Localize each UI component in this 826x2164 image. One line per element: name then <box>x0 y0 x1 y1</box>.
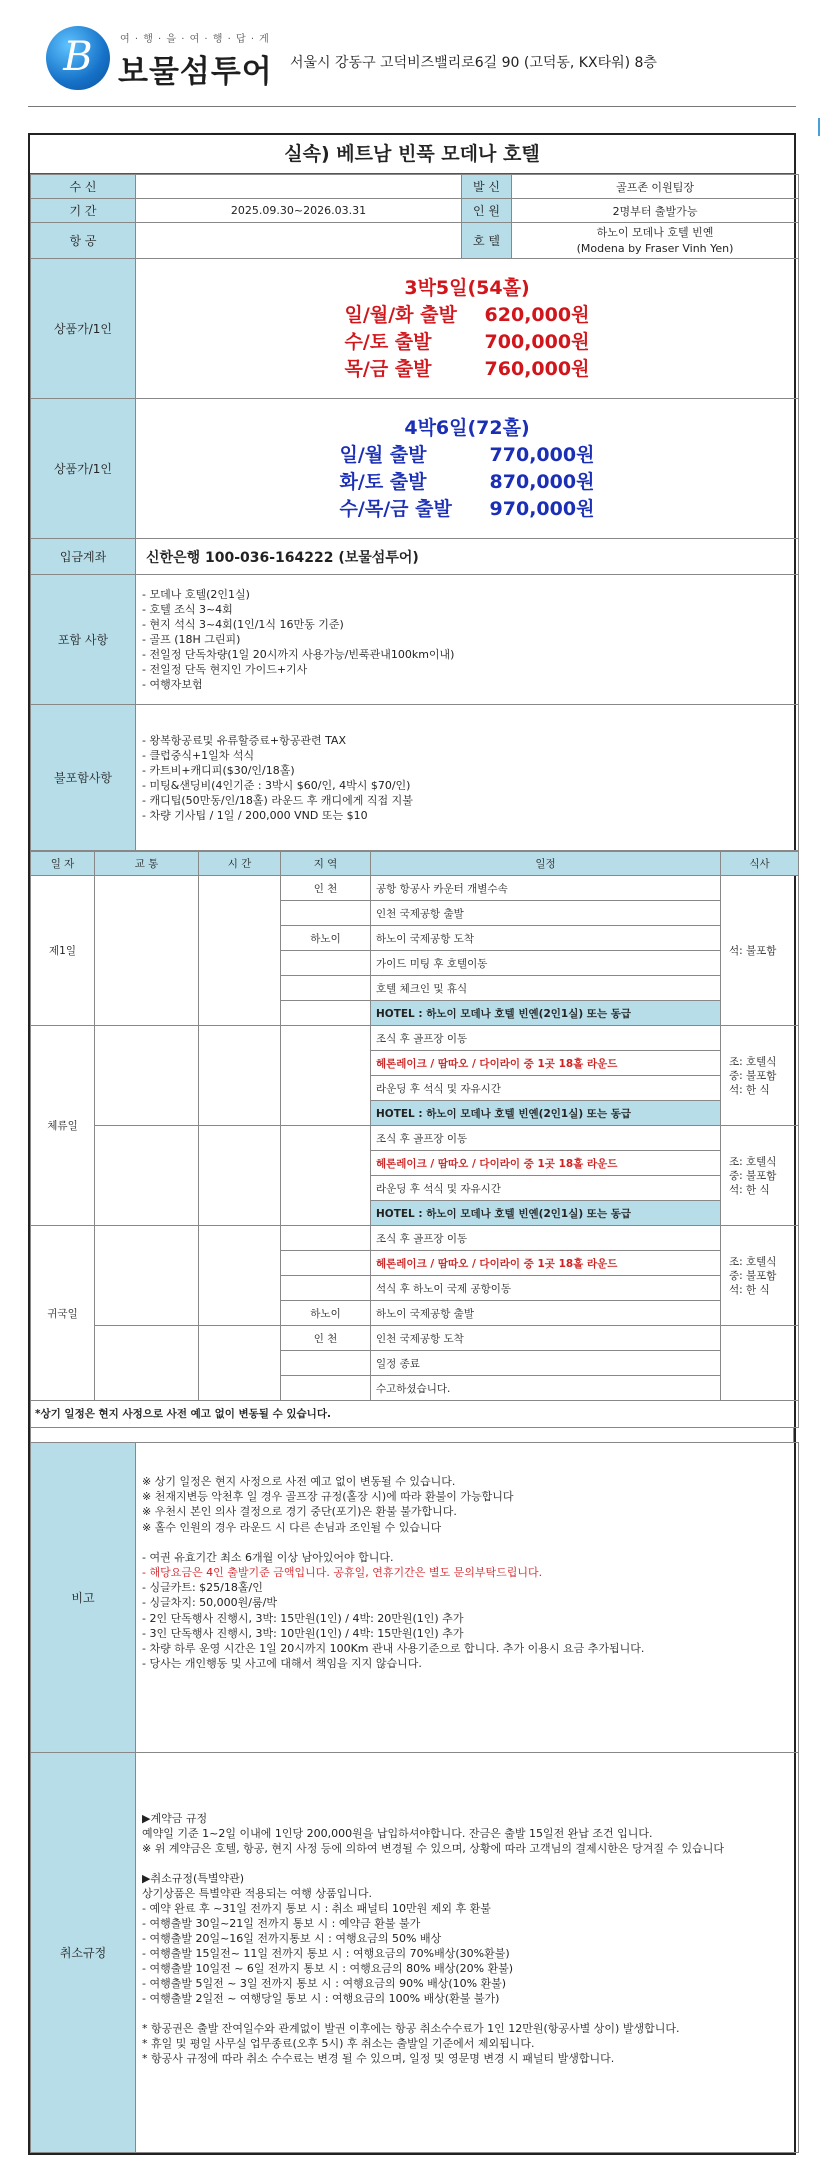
excluded-item: - 캐디팁(50만동/인/18홀) 라운드 후 캐디에게 직접 지불 <box>142 793 413 807</box>
cancel-line: ※ 위 계약금은 호텔, 항공, 현지 사정 등에 의하여 변경될 수 있으며, 상황에 따라 고객님의 결제시한은 당겨질 수 있습니다 <box>142 1842 725 1855</box>
stay-event: 조식 후 골프장 이동 <box>371 1026 721 1051</box>
itinerary-document <box>28 133 796 2155</box>
price1-day: 수/토 출발 <box>344 330 432 353</box>
stay-golf-round: 헤론레이크 / 땀따오 / 다이라이 중 1곳 18홀 라운드 <box>371 1151 721 1176</box>
recv-value <box>136 175 462 199</box>
company-address: 서울시 강동구 고덕비즈밸리로6길 90 (고덕동, KX타워) 8층 <box>290 55 657 71</box>
cancel-line: - 여행출발 30일~21일 전까지 통보 시 : 예약금 환불 불가 <box>142 1917 421 1930</box>
bank-label: 입금계좌 <box>31 539 136 575</box>
price1-label: 상품가/1인 <box>31 259 136 399</box>
day1-region: 인 천 <box>281 876 371 901</box>
last-event: 수고하셨습니다. <box>371 1376 721 1401</box>
day1-hotel: HOTEL : 하노이 모데나 호텔 빈옌(2인1실) 또는 동급 <box>371 1001 721 1026</box>
price2-amount: 770,000원 <box>489 443 595 466</box>
last-meal-empty <box>721 1326 799 1401</box>
price1-amount: 700,000원 <box>484 330 590 353</box>
included-item: - 골프 (18H 그린피) <box>142 633 241 646</box>
brand-name: 보물섬투어 <box>118 54 273 90</box>
cancel-line: * 휴일 및 평일 사무실 업무종료(오후 5시) 후 취소는 출발일 기준에서 제외됩니다. <box>142 2037 535 2050</box>
header <box>28 22 796 107</box>
stay-event: 조식 후 골프장 이동 <box>371 1126 721 1151</box>
meal-breakfast: 조: 호텔식 <box>729 1055 777 1068</box>
send-value: 골프존 이원팀장 <box>512 175 799 199</box>
price1-row <box>136 329 798 356</box>
sched-header-plan: 일정 <box>371 852 721 876</box>
schedule-table <box>30 851 799 1428</box>
excluded-item: - 클럽중식+1일차 석식 <box>142 748 255 762</box>
day1-time <box>199 876 281 1026</box>
day1-event: 인천 국제공항 출발 <box>371 901 721 926</box>
meal-lunch: 중: 불포함 <box>729 1269 777 1282</box>
last-label: 귀국일 <box>31 1226 95 1401</box>
remark-line: ※ 천재지변등 악천후 일 경우 골프장 규정(홀장 시)에 따라 환불이 가능합니다 <box>142 1490 514 1504</box>
hotel-label: 호 텔 <box>462 223 512 259</box>
people-label: 인 원 <box>462 199 512 223</box>
day1-region: 하노이 <box>281 926 371 951</box>
sched-header-meal: 식사 <box>721 852 799 876</box>
period-value: 2025.09.30~2026.03.31 <box>136 199 462 223</box>
last-region: 인 천 <box>281 1326 371 1351</box>
spacer <box>142 1796 794 1811</box>
stay-time <box>199 1126 281 1226</box>
included-item: - 모데나 호텔(2인1실) <box>142 588 250 601</box>
recv-label: 수 신 <box>31 175 136 199</box>
day1-event: 호텔 체크인 및 휴식 <box>371 976 721 1001</box>
last-event: 석식 후 하노이 국제 공항이동 <box>371 1276 721 1301</box>
sched-header-transport: 교 통 <box>95 852 199 876</box>
excluded-item: - 카트비+캐디피($30/인/18홀) <box>142 763 295 777</box>
last-event: 일정 종료 <box>371 1351 721 1376</box>
last-region <box>281 1351 371 1376</box>
cancel-line: - 예약 완료 후 ~31일 전까지 통보 시 : 취소 패널티 10만원 제외 후 환불 <box>142 1902 491 1915</box>
meal-breakfast: 조: 호텔식 <box>729 1155 777 1168</box>
day1-event: 하노이 국제공항 도착 <box>371 926 721 951</box>
hotel-name-en: (Modena by Fraser Vinh Yen) <box>576 241 734 255</box>
last-region <box>281 1251 371 1276</box>
cancel-line: ▶취소규정(특별약관) <box>142 1872 245 1885</box>
excluded-list <box>136 705 799 851</box>
meal-lunch: 중: 불포함 <box>729 1069 777 1082</box>
stay-meal <box>721 1126 799 1226</box>
price1-row <box>136 356 798 383</box>
people-value: 2명부터 출발가능 <box>512 199 799 223</box>
remarks-label: 비고 <box>31 1443 136 1753</box>
price1-row <box>136 302 798 329</box>
sched-header-region: 지 역 <box>281 852 371 876</box>
stay-hotel: HOTEL : 하노이 모데나 호텔 빈옌(2인1실) 또는 동급 <box>371 1201 721 1226</box>
meal-breakfast: 조: 호텔식 <box>729 1255 777 1268</box>
sched-header-time: 시 간 <box>199 852 281 876</box>
price1-day: 목/금 출발 <box>344 357 432 380</box>
day1-region <box>281 1001 371 1026</box>
day1-region <box>281 901 371 926</box>
logo-tagline: 여 · 행 · 을 · 여 · 행 · 답 · 게 <box>120 34 270 45</box>
stay-time <box>199 1026 281 1126</box>
day1-label: 제1일 <box>31 876 95 1026</box>
air-value <box>136 223 462 259</box>
price1-block <box>136 259 799 399</box>
included-item: - 여행자보험 <box>142 678 203 691</box>
last-region <box>281 1226 371 1251</box>
cancel-line: 예약일 기준 1~2일 이내에 1인당 200,000원을 납입하셔야합니다. 잔금은 출발 15일전 완납 조건 입니다. <box>142 1827 653 1840</box>
stay-hotel: HOTEL : 하노이 모데나 호텔 빈옌(2인1실) 또는 동급 <box>371 1101 721 1126</box>
price2-day: 화/토 출발 <box>339 470 427 493</box>
stay-region <box>281 1026 371 1126</box>
cancel-line: ▶계약금 규정 <box>142 1812 208 1825</box>
remarks-body <box>136 1443 799 1753</box>
document-page <box>28 22 796 2155</box>
spacer <box>142 1781 794 1796</box>
excluded-item: - 왕복항공료및 유류할증료+항공관련 TAX <box>142 733 346 747</box>
day1-event: 공항 항공사 카운터 개별수속 <box>371 876 721 901</box>
price2-label: 상품가/1인 <box>31 399 136 539</box>
info-table <box>30 174 799 851</box>
remark-line: - 싱글카트: $25/18홀/인 <box>142 1581 263 1595</box>
day1-region <box>281 951 371 976</box>
cancel-line: - 여행출발 15일전~ 11일 전까지 통보 시 : 여행요금의 70%배상(30%환불) <box>142 1947 510 1960</box>
bank-account: 신한은행 100-036-164222 (보물섬투어) <box>136 539 799 575</box>
last-meal <box>721 1226 799 1326</box>
spacer <box>142 1459 794 1474</box>
meal-dinner: 석: 한 식 <box>729 1083 770 1096</box>
price1-amount: 620,000원 <box>484 303 590 326</box>
cancel-line: - 여행출발 20일~16일 전까지통보 시 : 여행요금의 50% 배상 <box>142 1932 442 1945</box>
price2-row <box>136 442 798 469</box>
cancel-body <box>136 1753 799 2153</box>
remark-line: - 당사는 개인행동 및 사고에 대해서 책임을 지지 않습니다. <box>142 1657 422 1671</box>
last-transport <box>95 1326 199 1401</box>
stay-meal <box>721 1026 799 1126</box>
remark-line: - 2인 단독행사 진행시, 3박: 15만원(1인) / 4박: 20만원(1인) 추가 <box>142 1611 464 1625</box>
cancel-label: 취소규정 <box>31 1753 136 2153</box>
day1-transport <box>95 876 199 1026</box>
meal-lunch: 중: 불포함 <box>729 1169 777 1182</box>
cancel-line: * 항공권은 출발 잔여일수와 관계없이 발권 이후에는 항공 취소수수료가 1인 12만원(항공사별 상이) 발생합니다. <box>142 2022 680 2035</box>
included-list <box>136 575 799 705</box>
document-title: 실속) 베트남 빈푹 모데나 호텔 <box>30 135 794 174</box>
remark-line: - 싱글차지: 50,000원/룸/박 <box>142 1596 277 1610</box>
spacer <box>142 1535 794 1550</box>
price2-amount: 870,000원 <box>489 470 595 493</box>
meal-dinner: 석: 한 식 <box>729 1183 770 1196</box>
air-label: 항 공 <box>31 223 136 259</box>
last-event: 하노이 국제공항 출발 <box>371 1301 721 1326</box>
stay-transport <box>95 1126 199 1226</box>
stay-label: 체류일 <box>31 1026 95 1226</box>
remark-line: ※ 홀수 인원의 경우 라운드 시 다른 손님과 조인될 수 있습니다 <box>142 1520 442 1534</box>
included-item: - 현지 석식 3~4회(1인/1식 16만동 기준) <box>142 618 344 631</box>
stay-event: 라운딩 후 석식 및 자유시간 <box>371 1076 721 1101</box>
cancel-line: - 여행출발 10일전 ~ 6일 전까지 통보 시 : 여행요금의 80% 배상(20% 환불) <box>142 1962 514 1975</box>
price2-header: 4박6일(72홀) <box>404 416 530 439</box>
last-region <box>281 1376 371 1401</box>
remark-line: - 차량 하루 운영 시간은 1일 20시까지 100Km 관내 사용기준으로 합니다. 추가 이용시 요금 추가됩니다. <box>142 1642 645 1656</box>
included-item: - 호텔 조식 3~4회 <box>142 603 233 616</box>
price1-day: 일/월/화 출발 <box>344 303 457 326</box>
stay-transport <box>95 1026 199 1126</box>
price1-amount: 760,000원 <box>484 357 590 380</box>
last-event: 조식 후 골프장 이동 <box>371 1226 721 1251</box>
price2-row <box>136 469 798 496</box>
last-region: 하노이 <box>281 1301 371 1326</box>
included-label: 포함 사항 <box>31 575 136 705</box>
price2-day: 수/목/금 출발 <box>339 497 452 520</box>
remark-line: ※ 우천시 본인 의사 결정으로 경기 중단(포기)은 환불 불가합니다. <box>142 1505 457 1519</box>
remark-line: ※ 상기 일정은 현지 사정으로 사전 예고 없이 변동될 수 있습니다. <box>142 1475 456 1488</box>
section-gap <box>30 1428 794 1442</box>
last-time <box>199 1326 281 1401</box>
price2-amount: 970,000원 <box>489 497 595 520</box>
cancel-line: - 여행출발 2일전 ~ 여행당일 통보 시 : 여행요금의 100% 배상(환불 불가) <box>142 1992 500 2005</box>
remark-line: - 여권 유효기간 최소 6개월 이상 남아있어야 합니다. <box>142 1550 394 1564</box>
day1-meal: 석: 불포함 <box>721 876 799 1026</box>
stay-event: 라운딩 후 석식 및 자유시간 <box>371 1176 721 1201</box>
period-label: 기 간 <box>31 199 136 223</box>
page-edge-marker <box>818 118 826 136</box>
spacer <box>142 1856 794 1871</box>
cancel-line: - 여행출발 5일전 ~ 3일 전까지 통보 시 : 여행요금의 90% 배상(10% 환불) <box>142 1977 507 1990</box>
sched-header-day: 일 자 <box>31 852 95 876</box>
excluded-item: - 차량 기사팁 / 1일 / 200,000 VND 또는 $10 <box>142 808 368 822</box>
last-transport <box>95 1226 199 1326</box>
remarks-table <box>30 1442 799 2153</box>
day1-region <box>281 976 371 1001</box>
stay-region <box>281 1126 371 1226</box>
excluded-item: - 미팅&샌딩비(4인기준 : 3박시 $60/인, 4박시 $70/인) <box>142 778 411 792</box>
cancel-line: 상기상품은 특별약관 적용되는 여행 상품입니다. <box>142 1887 373 1900</box>
price2-day: 일/월 출발 <box>339 443 427 466</box>
day1-event: 가이드 미팅 후 호텔이동 <box>371 951 721 976</box>
meal-dinner: 석: 한 식 <box>729 1283 770 1296</box>
last-golf-round: 헤론레이크 / 땀따오 / 다이라이 중 1곳 18홀 라운드 <box>371 1251 721 1276</box>
price2-block <box>136 399 799 539</box>
schedule-footnote: *상기 일정은 현지 사정으로 사전 예고 없이 변동될 수 있습니다. <box>31 1401 799 1428</box>
remark-line: - 3인 단독행사 진행시, 3박: 10만원(1인) / 4박: 15만원(1인) 추가 <box>142 1626 464 1640</box>
remark-price-notice: - 해당요금은 4인 출발기준 금액입니다. 공휴일, 연휴기간은 별도 문의부탁드립니다. <box>142 1566 543 1580</box>
last-event: 인천 국제공항 도착 <box>371 1326 721 1351</box>
excluded-label: 불포함사항 <box>31 705 136 851</box>
hotel-name-ko: 하노이 모데나 호텔 빈옌 <box>596 225 714 239</box>
send-label: 발 신 <box>462 175 512 199</box>
last-time <box>199 1226 281 1326</box>
price1-header: 3박5일(54홀) <box>404 276 530 299</box>
included-item: - 전일정 단독차량(1일 20시까지 사용가능/빈푹관내100km이내) <box>142 648 455 661</box>
stay-golf-round: 헤론레이크 / 땀따오 / 다이라이 중 1곳 18홀 라운드 <box>371 1051 721 1076</box>
last-region <box>281 1276 371 1301</box>
cancel-line: * 항공사 규정에 따라 취소 수수료는 변경 될 수 있으며, 일정 및 영문명 변경 시 패널티 발생합니다. <box>142 2052 615 2065</box>
hotel-value <box>512 223 799 259</box>
company-logo: B <box>46 26 110 90</box>
price2-row <box>136 496 798 523</box>
spacer <box>142 2006 794 2021</box>
included-item: - 전일정 단독 현지인 가이드+기사 <box>142 663 308 676</box>
